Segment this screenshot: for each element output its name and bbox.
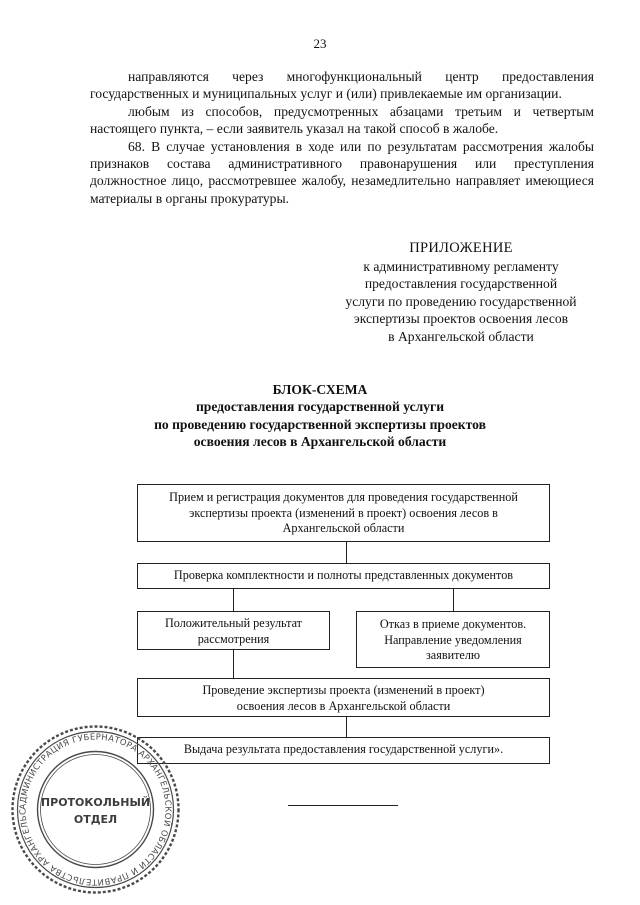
connector-line bbox=[233, 589, 234, 611]
flow-box-expertise: Проведение экспертизы проекта (изменений в проект) освоения лесов в Архангельской области bbox=[137, 678, 550, 717]
connector-line bbox=[346, 542, 347, 563]
flow-box-positive: Положительный результат рассмотрения bbox=[137, 611, 330, 650]
appendix-line: к административному регламенту bbox=[363, 258, 559, 274]
connector-line bbox=[346, 717, 347, 737]
flow-box-check: Проверка комплектности и полноты представленных документов bbox=[137, 563, 550, 589]
stamp-center-line: ПРОТОКОЛЬНЫЙ bbox=[40, 796, 151, 809]
paragraph: 68. В случае установления в ходе или по результатам рассмотрения жалобы признаков состава административного правонарушения или преступления должностное лицо, рассмотревшее жалобу, незамедлительно направляет имеющиеся материалы в органы прокуратуры. bbox=[90, 138, 594, 206]
paragraph: любым из способов, предусмотренных абзацами третьим и четвертым настоящего пункта, – если заявитель указал на такой способ в жалобе. bbox=[90, 103, 594, 137]
appendix-line: услуги по проведению государственной bbox=[345, 293, 577, 309]
stamp-ring-text: АДМИНИСТРАЦИЯ ГУБЕРНАТОРА АРХАНГЕЛЬСКОЙ ОБЛАСТИ И ПРАВИТЕЛЬСТВА АРХАНГЕЛЬС bbox=[17, 731, 174, 888]
paragraph: направляются через многофункциональный центр предоставления государственных и муниципальных услуг и (или) привлекаемые им организации. bbox=[90, 69, 594, 102]
appendix-block bbox=[318, 240, 604, 346]
flowchart-title-line: освоения лесов в Архангельской области bbox=[193, 434, 447, 450]
connector-line bbox=[453, 589, 454, 611]
stamp-center-line: ОТДЕЛ bbox=[73, 813, 118, 826]
appendix-heading: ПРИЛОЖЕНИЕ bbox=[409, 240, 513, 256]
appendix-line: экспертизы проектов освоения лесов bbox=[353, 311, 569, 327]
flow-box-registration: Прием и регистрация документов для проведения государственной экспертизы проекта (изменений в проект) освоения лесов в Архангельской области bbox=[137, 484, 550, 542]
stamp-icon bbox=[8, 722, 183, 897]
signature-line bbox=[288, 805, 398, 806]
page-number: 23 bbox=[313, 36, 327, 51]
connector-line bbox=[233, 650, 234, 678]
appendix-line: в Архангельской области bbox=[388, 328, 534, 344]
appendix-line: предоставления государственной bbox=[364, 276, 558, 292]
protocol-department-stamp bbox=[8, 722, 183, 897]
flow-box-result: Выдача результата предоставления государственной услуги». bbox=[137, 737, 550, 764]
flowchart-title-line: предоставления государственной услуги bbox=[195, 399, 445, 415]
body-text bbox=[90, 68, 594, 207]
flowchart-title bbox=[100, 381, 540, 451]
flow-box-refusal: Отказ в приеме документов. Направление уведомления заявителю bbox=[356, 611, 550, 668]
flowchart-title-line: по проведению государственной экспертизы проектов bbox=[154, 416, 486, 432]
flowchart-title-line: БЛОК-СХЕМА bbox=[272, 382, 368, 397]
